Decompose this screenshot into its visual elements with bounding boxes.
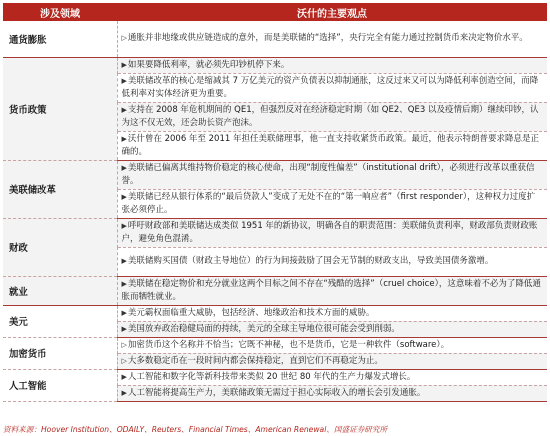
arrow-bullet-icon: ▶	[121, 76, 127, 85]
arrow-bullet-icon: ▶	[121, 163, 127, 172]
point: ▶美联储购买国债（财政主导地位）的行为间接鼓励了国会无节制的财政支出，导致美国债务激增。	[117, 247, 547, 276]
arrow-bullet-icon: ▶	[121, 105, 127, 114]
row-category: 通货膨胀	[3, 21, 117, 57]
table-row	[3, 218, 547, 247]
point: ▶呼吁财政部和美联储达成类似 1951 年的新协议，明确各自的职责范围：美联储负责利率，财政部负责财政账户，避免角色混淆。	[117, 218, 547, 247]
header-views: 沃什的主要观点	[117, 3, 547, 21]
arrow-bullet-icon: ▶	[121, 60, 127, 69]
point: ▷加密货币这个名称并不恰当；它既不神秘，也不是货币，它是一种软件（software）。	[117, 337, 547, 353]
arrow-bullet-icon: ▶	[121, 221, 127, 230]
table-row	[3, 57, 547, 73]
table-row	[3, 337, 547, 353]
point: ▶支持在 2008 年危机期间的 QE1，但强烈反对在经济稳定时期（如 QE2、QE3 以及疫情后期）继续印钞，认为这不仅无效，还会助长资产泡沫。	[117, 102, 547, 131]
source-note: 资料来源：Hoover Institution、ODAILY、Reuters、Financial Times、American Renewal、国盛证券研究所	[3, 425, 388, 434]
row-category: 美联储改革	[3, 160, 117, 218]
point: ▶美联储改革的核心是缩减其 7 万亿美元的资产负债表以抑制通胀，这反过来又可以为降低利率创造空间，而降低利率对实体经济更为重要。	[117, 73, 547, 102]
point: ▶美联储已经从银行体系的“最后贷款人”变成了无处不在的“第一响应者”（first responder），这种权力过度扩张必须停止。	[117, 189, 547, 218]
row-category: 人工智能	[3, 369, 117, 401]
arrow-bullet-icon: ▶	[121, 192, 127, 201]
point: ▶美联储已偏离其维持物价稳定的核心使命，出现“制度性偏差”（institutional drift），必须进行改革以重获信誉。	[117, 160, 547, 189]
row-category: 就业	[3, 276, 117, 305]
arrow-bullet-icon: ▶	[121, 257, 127, 265]
row-category: 货币政策	[3, 57, 117, 160]
point: ▶沃什曾在 2006 年至 2011 年担任美联储理事，他一直支持收紧货币政策。最近，他表示特朗普要求降息是正确的。	[117, 131, 547, 160]
triangle-bullet-icon: ▷	[121, 356, 127, 365]
views-table	[3, 3, 547, 402]
arrow-bullet-icon: ▶	[121, 279, 127, 288]
row-category: 美元	[3, 305, 117, 337]
table-row	[3, 160, 547, 189]
table-row	[3, 21, 547, 57]
point: ▶美联储在稳定物价和充分就业这两个目标之间不存在“残酷的选择”（cruel choice），这意味着不必为了降低通胀而牺牲就业。	[117, 276, 547, 305]
point: ▶人工智能将提高生产力，美联储政策无需过于担心实际收入的增长会引发通胀。	[117, 385, 547, 401]
header-domain: 涉及领域	[3, 3, 117, 21]
point: ▶人工智能和数字化等新科技带来类似 20 世纪 80 年代的生产力爆发式增长。	[117, 369, 547, 385]
row-category: 加密货币	[3, 337, 117, 369]
arrow-bullet-icon: ▶	[121, 134, 127, 143]
table-row	[3, 369, 547, 385]
triangle-bullet-icon: ▷	[121, 340, 127, 349]
arrow-bullet-icon: ▶	[121, 324, 127, 333]
arrow-bullet-icon: ▶	[121, 308, 127, 317]
triangle-bullet-icon: ▷	[121, 34, 127, 43]
point: ▷通胀并非地缘或供应链造成的意外，而是美联储的“选择”，央行完全有能力通过控制货币来决定物价水平。	[117, 21, 547, 57]
arrow-bullet-icon: ▶	[121, 388, 127, 397]
arrow-bullet-icon: ▶	[121, 372, 127, 381]
row-category: 财政	[3, 218, 117, 276]
table-row	[3, 276, 547, 305]
point: ▶美国放弃政治稳健局面的持续，美元的全球主导地位很可能会受到削弱。	[117, 321, 547, 337]
point: ▶如果要降低利率，就必须先印钞机停下来。	[117, 57, 547, 73]
table-row	[3, 305, 547, 321]
point: ▷大多数稳定币在一段时间内都会保持稳定，直到它们不再稳定为止。	[117, 353, 547, 369]
point: ▶美元霸权面临重大威胁，包括经济、地缘政治和技术方面的威胁。	[117, 305, 547, 321]
table-header	[3, 3, 547, 21]
